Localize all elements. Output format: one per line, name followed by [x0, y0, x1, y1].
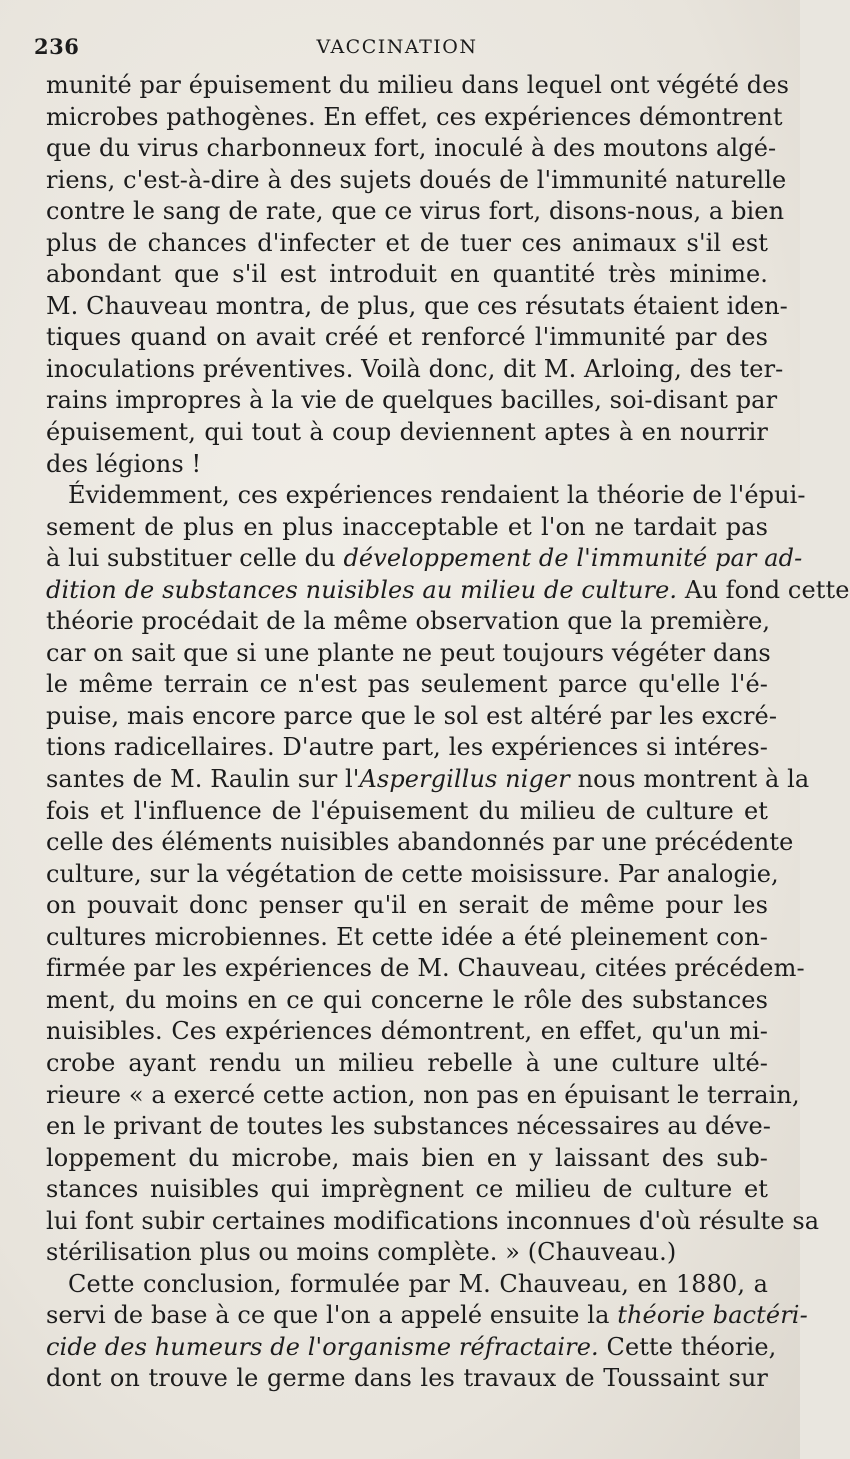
- text-line: microbes pathogènes. En effet, ces expériences démontrent: [46, 102, 783, 131]
- text-line-italic: dition de substances nuisibles au milieu de culture. Au fond cette: [46, 575, 850, 604]
- text-line-italic: à lui substituer celle du développement de l'immunité par ad-: [46, 544, 803, 573]
- text-line: nuisibles. Ces expériences démontrent, en effet, qu'un mi-: [46, 1017, 768, 1046]
- text-line: tions radicellaires. D'autre part, les expériences si intéres-: [46, 733, 768, 762]
- text-line: car on sait que si une plante ne peut toujours végéter dans: [46, 638, 771, 667]
- text-line: servi de base à ce que l'on a appelé ensuite la théorie bactéri-: [46, 1301, 808, 1330]
- text-line: abondant que s'il est introduit en quantité très minime.: [46, 260, 768, 289]
- text-line: que du virus charbonneux fort, inoculé à des moutons algé-: [46, 134, 777, 163]
- text-line: le même terrain ce n'est pas seulement parce qu'elle l'é-: [46, 670, 768, 699]
- paragraph-start-line: Cette conclusion, formulée par M. Chauveau, en 1880, a: [68, 1269, 768, 1298]
- text-line: culture, sur la végétation de cette moisissure. Par analogie,: [46, 859, 779, 888]
- text-line: riens, c'est-à-dire à des sujets doués de l'immunité naturelle: [46, 165, 787, 194]
- text-line: santes de M. Raulin sur l'Aspergillus niger nous montrent à la: [46, 765, 810, 794]
- text-line: en le privant de toutes les substances nécessaires au déve-: [46, 1112, 771, 1141]
- text-line: théorie procédait de la même observation que la première,: [46, 607, 771, 636]
- text-line: plus de chances d'infecter et de tuer ces animaux s'il est: [46, 228, 768, 257]
- italic-phrase: dition de substances nuisibles au milieu de culture.: [46, 575, 678, 604]
- text-line: rains impropres à la vie de quelques bacilles, soi-disant par: [46, 386, 778, 415]
- text-line: tiques quand on avait créé et renforcé l'immunité par des: [46, 323, 768, 352]
- text-line: crobe ayant rendu un milieu rebelle à une culture ulté-: [46, 1048, 768, 1077]
- text-line: munité par épuisement du milieu dans lequel ont végété des: [46, 71, 789, 99]
- page-header: [34, 34, 760, 62]
- text-line: épuisement, qui tout à coup deviennent aptes à en nourrir: [46, 418, 768, 447]
- paragraph-end-line: stérilisation plus ou moins complète. » (Chauveau.): [46, 1238, 677, 1267]
- text-line: ment, du moins en ce qui concerne le rôle des substances: [46, 985, 768, 1014]
- italic-phrase: développement de l'immunité par ad-: [343, 544, 803, 573]
- text-line: cultures microbiennes. Et cette idée a été pleinement con-: [46, 922, 768, 951]
- paragraph-end-line: des légions !: [46, 449, 202, 478]
- text-line: rieure « a exercé cette action, non pas en épuisant le terrain,: [46, 1080, 800, 1109]
- page-number: 236: [34, 34, 80, 59]
- text-line: cide des humeurs de l'organisme réfractaire. Cette théorie,: [46, 1332, 777, 1361]
- paragraph-start-line: Évidemment, ces expériences rendaient la théorie de l'épui-: [68, 481, 806, 510]
- italic-phrase: cide des humeurs de l'organisme réfractaire.: [46, 1332, 599, 1361]
- text-line: dont on trouve le germe dans les travaux de Toussaint sur: [46, 1364, 768, 1393]
- text-line: fois et l'influence de l'épuisement du milieu de culture et: [46, 796, 768, 825]
- text-line: inoculations préventives. Voilà donc, dit M. Arloing, des ter-: [46, 354, 784, 383]
- text-line: celle des éléments nuisibles abandonnés par une précédente: [46, 828, 794, 857]
- text-line: sement de plus en plus inacceptable et l'on ne tardait pas: [46, 512, 768, 541]
- text-line: stances nuisibles qui imprègnent ce milieu de culture et: [46, 1175, 768, 1204]
- text-line: on pouvait donc penser qu'il en serait de même pour les: [46, 891, 768, 920]
- text-line: M. Chauveau montra, de plus, que ces résutats étaient iden-: [46, 291, 788, 320]
- body-text: [46, 70, 850, 1395]
- italic-phrase: théorie bactéri-: [617, 1301, 808, 1330]
- running-title: VACCINATION: [316, 36, 478, 58]
- italic-phrase: Aspergillus niger: [359, 765, 570, 794]
- text-line: puise, mais encore parce que le sol est altéré par les excré-: [46, 701, 778, 730]
- text-line: lui font subir certaines modifications inconnues d'où résulte sa: [46, 1206, 820, 1235]
- text-line: contre le sang de rate, que ce virus fort, disons-nous, a bien: [46, 197, 785, 226]
- text-line: loppement du microbe, mais bien en y laissant des sub-: [46, 1143, 768, 1172]
- text-line: firmée par les expériences de M. Chauveau, citées précédem-: [46, 954, 805, 983]
